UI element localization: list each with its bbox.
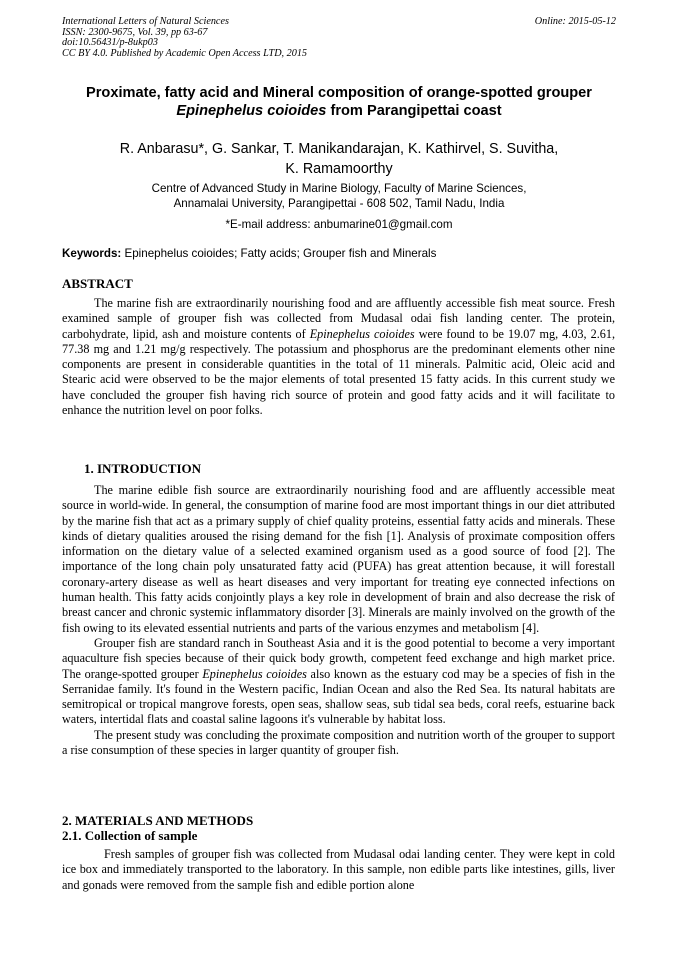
abstract-species: Epinephelus coioides bbox=[309, 326, 415, 341]
affiliation bbox=[62, 181, 616, 211]
abstract-body bbox=[62, 296, 615, 418]
authors-line-1: R. Anbarasu*, G. Sankar, T. Manikandarajan, K. Kathirvel, S. Suvitha, bbox=[119, 141, 559, 157]
intro-p2-species: Epinephelus coioides bbox=[202, 666, 307, 681]
abstract-text-2: were found to be 19.07 mg, 4.03, 2.61, 77.38 mg and 1.21 mg/g respectively. The potassium and phosphorus are the predominant elements other nine components are present in considerable quantities in the total of 11 minerals. Palmitic acid, Oleic acid and Stearic acid were observed to be the major elements of total presented 15 fatty acids. In this current study we have concluded the grouper fish having rich source of protein and good fatty acids and it will facilitate to enhance the nutrition level on poor folks. bbox=[62, 326, 615, 418]
online-date: Online: 2015-05-12 bbox=[534, 16, 616, 27]
abstract-heading: ABSTRACT bbox=[62, 276, 133, 291]
collection-paragraph: Fresh samples of grouper fish was collected from Mudasal odai landing center. They were kept in cold ice box and immediately transported to the laboratory. In this sample, non edible parts like intestines, gills, liver and gonads were removed from the sample fish and edible portion alone bbox=[62, 847, 615, 892]
keywords-label: Keywords: bbox=[62, 247, 122, 260]
doi-line: doi:10.56431/p-8ukp03 bbox=[62, 37, 158, 49]
keywords-text: Epinephelus coioides; Fatty acids; Grouper fish and Minerals bbox=[121, 247, 437, 260]
title-part-2: from Parangipettai coast bbox=[326, 103, 502, 119]
title-part-1: Proximate, fatty acid and Mineral composition of orange-spotted grouper bbox=[86, 85, 592, 101]
abstract-text-1: The marine fish are extraordinarily nourishing food and are affluently accessible fish meat source. Fresh examined sample of grouper fish was collected from Mudasal odai fish landing center. The protein, carbohydrate, lipid, ash and moisture contents of bbox=[62, 296, 615, 341]
collection-body bbox=[62, 847, 615, 893]
intro-p2-text-2: also known as the estuary cod may be a species of fish in the Serranidae family. It's found in the Western pacific, Indian Ocean and also the Red Sea. Its natural habitats are semitropical or tropical mangrove forests, open seas, shallow seas, sub tidal sea beds, coral reefs, estuarine back waters, intertidal flats and coastal saline lagoons it's vulnerable by habitat loss. bbox=[62, 666, 615, 727]
intro-paragraph-1: The marine edible fish source are extraordinarily nourishing food and are affluently accessible meat source in world-wide. In general, the consumption of marine food are most important things in our diet attributed by the marine fish that act as a primary supply of chief quality proteins, essential fatty acids and minerals. These kinds of dietary qualities aroused the rising demand for the fish [1]. Analysis of proximate composition offers information on the dietary value of a selected examined organism used as a good source of food [2]. The importance of the long chain poly unsaturated fatty acid (PUFA) has great attention because, it will forestall coronary-artery disease as well as heart diseases and very important for treating eye connected infections on human health. This fatty acids conjointly plays a key role in development of brain and also decrease the risk of breast cancer and chronic systemic inflammatory disorder [3]. Minerals are mainly involved on the growth of the fish owing to its elevated essential nutrients and parts of the various enzymes and metabolism [4]. bbox=[62, 483, 615, 635]
authors-line-2: K. Ramamoorthy bbox=[285, 161, 393, 177]
journal-header bbox=[62, 17, 307, 59]
author-list bbox=[62, 139, 616, 179]
introduction-heading: 1. INTRODUCTION bbox=[84, 461, 202, 476]
title-species: Epinephelus coioides bbox=[176, 103, 327, 119]
intro-paragraph-2 bbox=[62, 636, 615, 728]
author-email: *E-mail address: anbumarine01@gmail.com bbox=[225, 218, 453, 231]
affiliation-line-2: Annamalai University, Parangipettai - 608 502, Tamil Nadu, India bbox=[173, 197, 505, 210]
intro-paragraph-3: The present study was concluding the proximate composition and nutrition worth of the grouper to support a rise consumption of these species in larger quantity of grouper fish. bbox=[62, 727, 615, 758]
paper-title bbox=[62, 84, 616, 120]
keywords bbox=[62, 246, 616, 261]
collection-subheading: 2.1. Collection of sample bbox=[62, 828, 198, 843]
methods-heading: 2. MATERIALS AND METHODS bbox=[62, 813, 254, 828]
intro-p2-text-1: Grouper fish are standard ranch in Southeast Asia and it is the good potential to become a very important aquaculture fish species because of their quick body growth, competent feed exchange and high market price. The orange-spotted grouper bbox=[62, 635, 615, 681]
journal-name: International Letters of Natural Sciences bbox=[62, 16, 229, 27]
license-line: CC BY 4.0. Published by Academic Open Access LTD, 2015 bbox=[62, 47, 308, 59]
affiliation-line-1: Centre of Advanced Study in Marine Biology, Faculty of Marine Sciences, bbox=[151, 182, 527, 195]
issn-line: ISSN: 2300-9675, Vol. 39, pp 63-67 bbox=[62, 26, 208, 38]
introduction-body bbox=[62, 483, 615, 758]
